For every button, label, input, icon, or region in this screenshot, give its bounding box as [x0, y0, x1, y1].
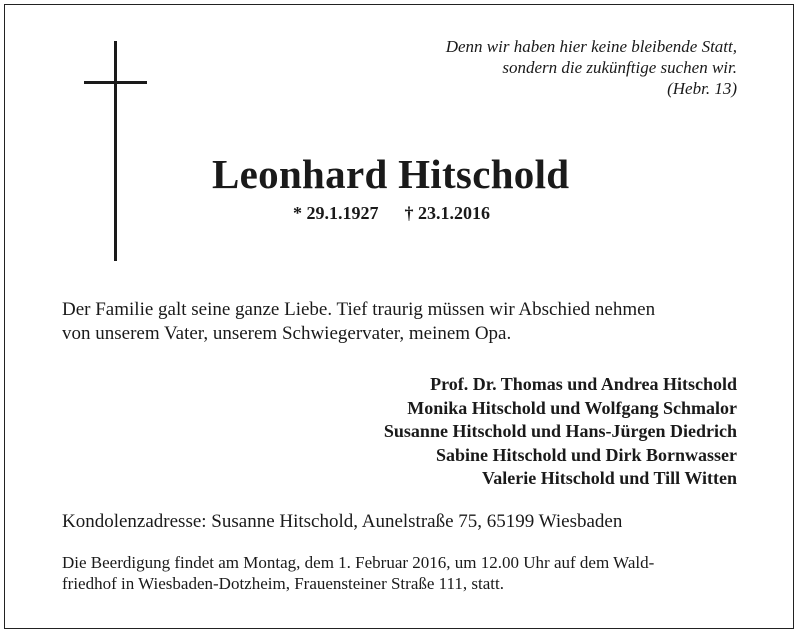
life-dates — [293, 203, 490, 224]
family-member: Prof. Dr. Thomas und Andrea Hitschold — [430, 374, 737, 394]
condolence-address: Kondolenzadresse: Susanne Hitschold, Aunelstraße 75, 65199 Wiesbaden — [62, 511, 623, 532]
funeral-line: friedhof in Wiesbaden-Dotzheim, Frauensteiner Straße 111, statt. — [62, 574, 504, 593]
family-member: Valerie Hitschold und Till Witten — [481, 468, 737, 488]
quote-reference: (Hebr. 13) — [667, 79, 737, 98]
family-member: Sabine Hitschold und Dirk Bornwasser — [435, 444, 737, 465]
birth-date: * 29.1.1927 — [293, 203, 379, 223]
quote-line: sondern die zukünftige suchen wir. — [502, 58, 737, 77]
quote-line: Denn wir haben hier keine bleibende Statt, — [445, 37, 737, 56]
family-member: Monika Hitschold und Wolfgang Schmalor — [407, 397, 737, 418]
intro-text — [62, 298, 742, 346]
intro-line: Der Familie galt seine ganze Liebe. Tief traurig müssen wir Abschied nehmen — [62, 299, 656, 320]
death-date: † 23.1.2016 — [404, 203, 490, 223]
bible-quote — [446, 36, 737, 99]
family-member: Susanne Hitschold und Hans-Jürgen Diedrich — [383, 421, 737, 441]
cross-vertical-bar — [114, 41, 117, 261]
intro-line: von unserem Vater, unserem Schwiegervater, meinem Opa. — [62, 323, 512, 344]
funeral-line: Die Beerdigung findet am Montag, dem 1. Februar 2016, um 12.00 Uhr auf dem Wald- — [62, 553, 655, 572]
cross-horizontal-bar — [84, 81, 147, 84]
family-list — [384, 373, 737, 491]
funeral-info — [62, 552, 742, 594]
deceased-name: Leonhard Hitschold — [212, 151, 570, 197]
